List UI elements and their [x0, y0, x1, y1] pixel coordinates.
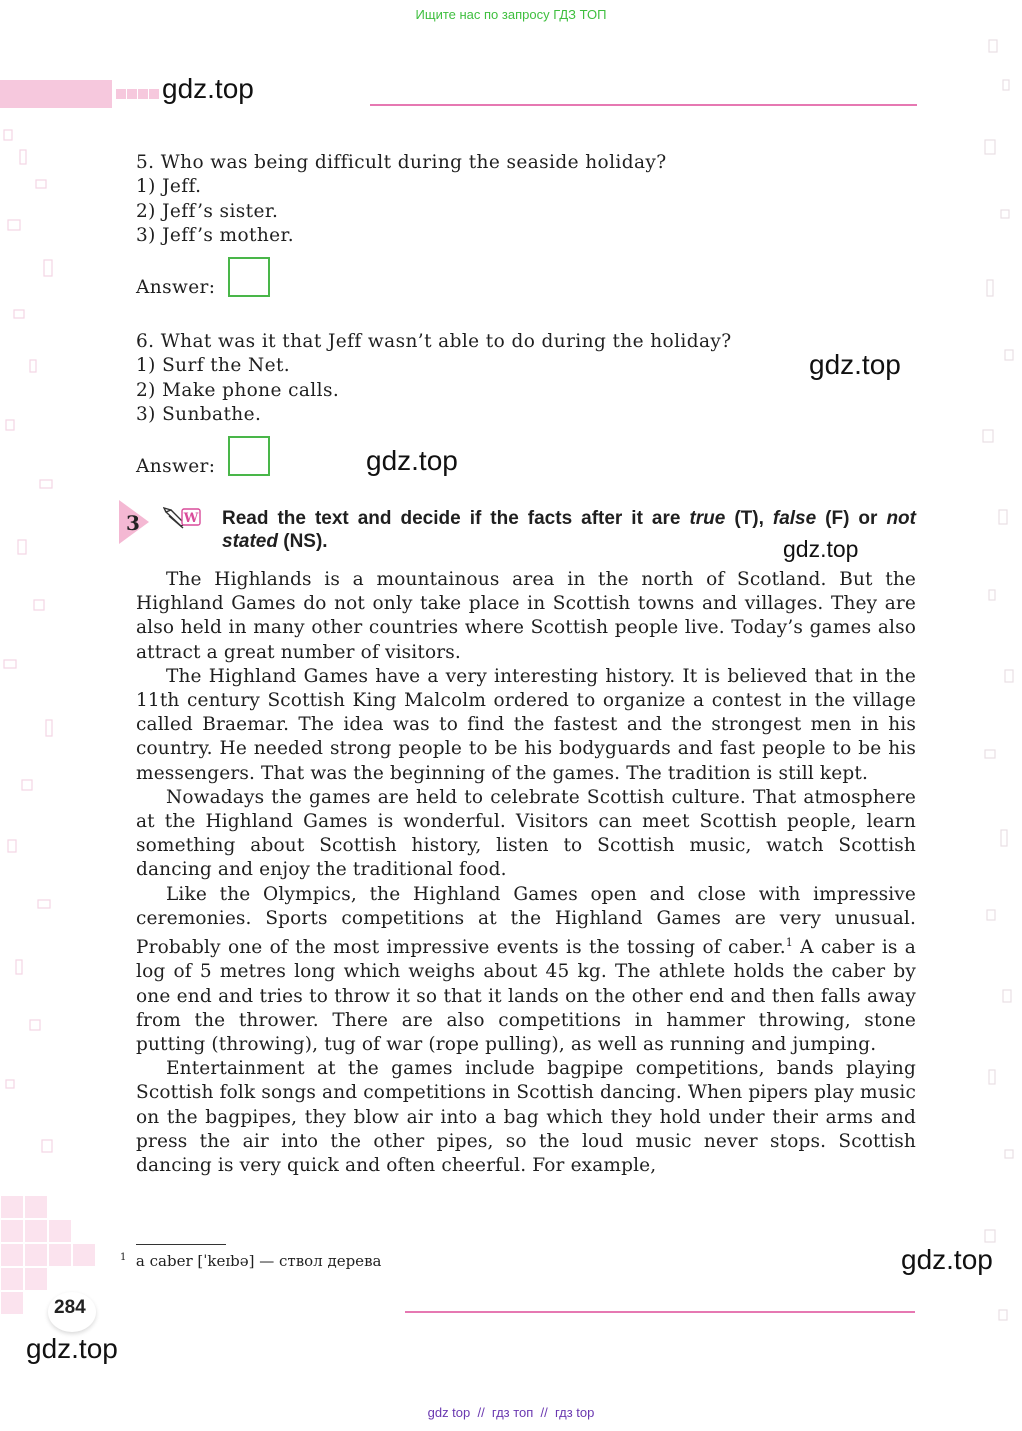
answer-box-5[interactable]	[228, 257, 270, 297]
reading-passage	[136, 568, 916, 1178]
watermark-footer-right: gdz.top	[901, 1244, 993, 1275]
bottom-banner[interactable]: gdz top // гдз топ // гдз top	[427, 1405, 595, 1420]
watermark-right-2: gdz.top	[783, 536, 859, 562]
question-5-option-2: 2) Jeff’s sister.	[136, 200, 279, 222]
watermark-header: gdz.top	[162, 73, 254, 104]
question-5-option-3: 3) Jeff’s mother.	[136, 224, 295, 246]
watermark-footer-left: gdz.top	[26, 1333, 118, 1364]
task-instruction: Read the text and decide if the facts after it are true (T), false (F) or not stated (NS).	[222, 508, 916, 552]
answer-box-6[interactable]	[228, 436, 270, 476]
watermark-right-1: gdz.top	[809, 349, 901, 380]
question-5-stem: 5. Who was being difficult during the seaside holiday?	[136, 152, 667, 173]
answer-label-6: Answer:	[136, 456, 216, 477]
watermark-center: gdz.top	[366, 445, 458, 476]
footnote: $^1$ a caber [ˈkeɪbə] — ствол дерева	[120, 1252, 382, 1270]
passage-paragraph-3: Nowadays the games are held to celebrate Scottish culture. That atmosphere at the Highland Games is wonderful. Visitors can meet Scottish people, learn something about Scottish history, listen to Scottish music, watch Scottish dancing and enjoy the traditional food.	[136, 786, 916, 881]
right-margin-decoration	[975, 30, 1022, 1400]
passage-paragraph-2: The Highland Games have a very interesting history. It is believed that in the 11th century Scottish King Malcolm ordered to organize a contest in the village called Braemar. The idea was to find the fastest and the strongest men in his country. He needed strong people to be his bodyguards and fast people to be his messengers. That was the beginning of the games. The tradition is still kept.	[136, 665, 916, 784]
header-pink-band	[0, 80, 112, 108]
passage-paragraph-1: The Highlands is a mountainous area in the north of Scotland. But the Highland Games do not only take place in Scottish towns and villages. They are also held in many other countries where Scottish people live. Today’s games also attract a great number of visitors.	[136, 569, 916, 663]
question-5	[136, 151, 667, 248]
footnote-rule	[136, 1244, 226, 1245]
question-6	[136, 330, 732, 427]
passage-paragraph-5: Entertainment at the games include bagpipe competitions, bands playing Scottish folk songs and competitions in Scottish dancing. When pipers play music on the bagpipes, they blow air into a bag which they hold under their arms and press the air into the other pipes, so the loud music never stops. Scottish dancing is very quick and often cheerful. For example,	[136, 1058, 916, 1177]
footer-rule	[405, 1311, 915, 1313]
page-number: 284	[54, 1297, 86, 1318]
passage-paragraph-4: Like the Olympics, the Highland Games open and close with impressive ceremonies. Sports competitions at the Highland Games are very unusual. Probably one of the most impressive events is the tossing of caber.$^1$ A caber is a log of 5 metres long which weighs about 45 kg. The athlete holds the caber by one end and tries to throw it so that it lands on the other end and then falls away from the thrower. There are also competitions in hammer throwing, stone putting (throwing), tug of war (rope pulling), as well as running and jumping.	[136, 883, 916, 1056]
pencil-workbook-icon	[163, 506, 203, 532]
question-6-option-2: 2) Make phone calls.	[136, 379, 340, 401]
question-6-option-3: 3) Sunbathe.	[136, 403, 262, 425]
task-number: 3	[126, 511, 140, 535]
header-rule	[370, 104, 917, 106]
question-6-option-1: 1) Surf the Net.	[136, 355, 291, 377]
top-search-banner[interactable]: Ищите нас по запросу ГДЗ ТОП	[415, 7, 607, 22]
answer-label-5: Answer:	[136, 277, 216, 298]
question-5-option-1: 1) Jeff.	[136, 176, 202, 198]
question-6-stem: 6. What was it that Jeff wasn’t able to do during the holiday?	[136, 331, 732, 352]
workbook-letter: W	[183, 511, 199, 526]
left-margin-decoration	[0, 120, 70, 1300]
footnote-reference: 1	[785, 936, 793, 950]
header-pink-squares	[116, 84, 166, 106]
